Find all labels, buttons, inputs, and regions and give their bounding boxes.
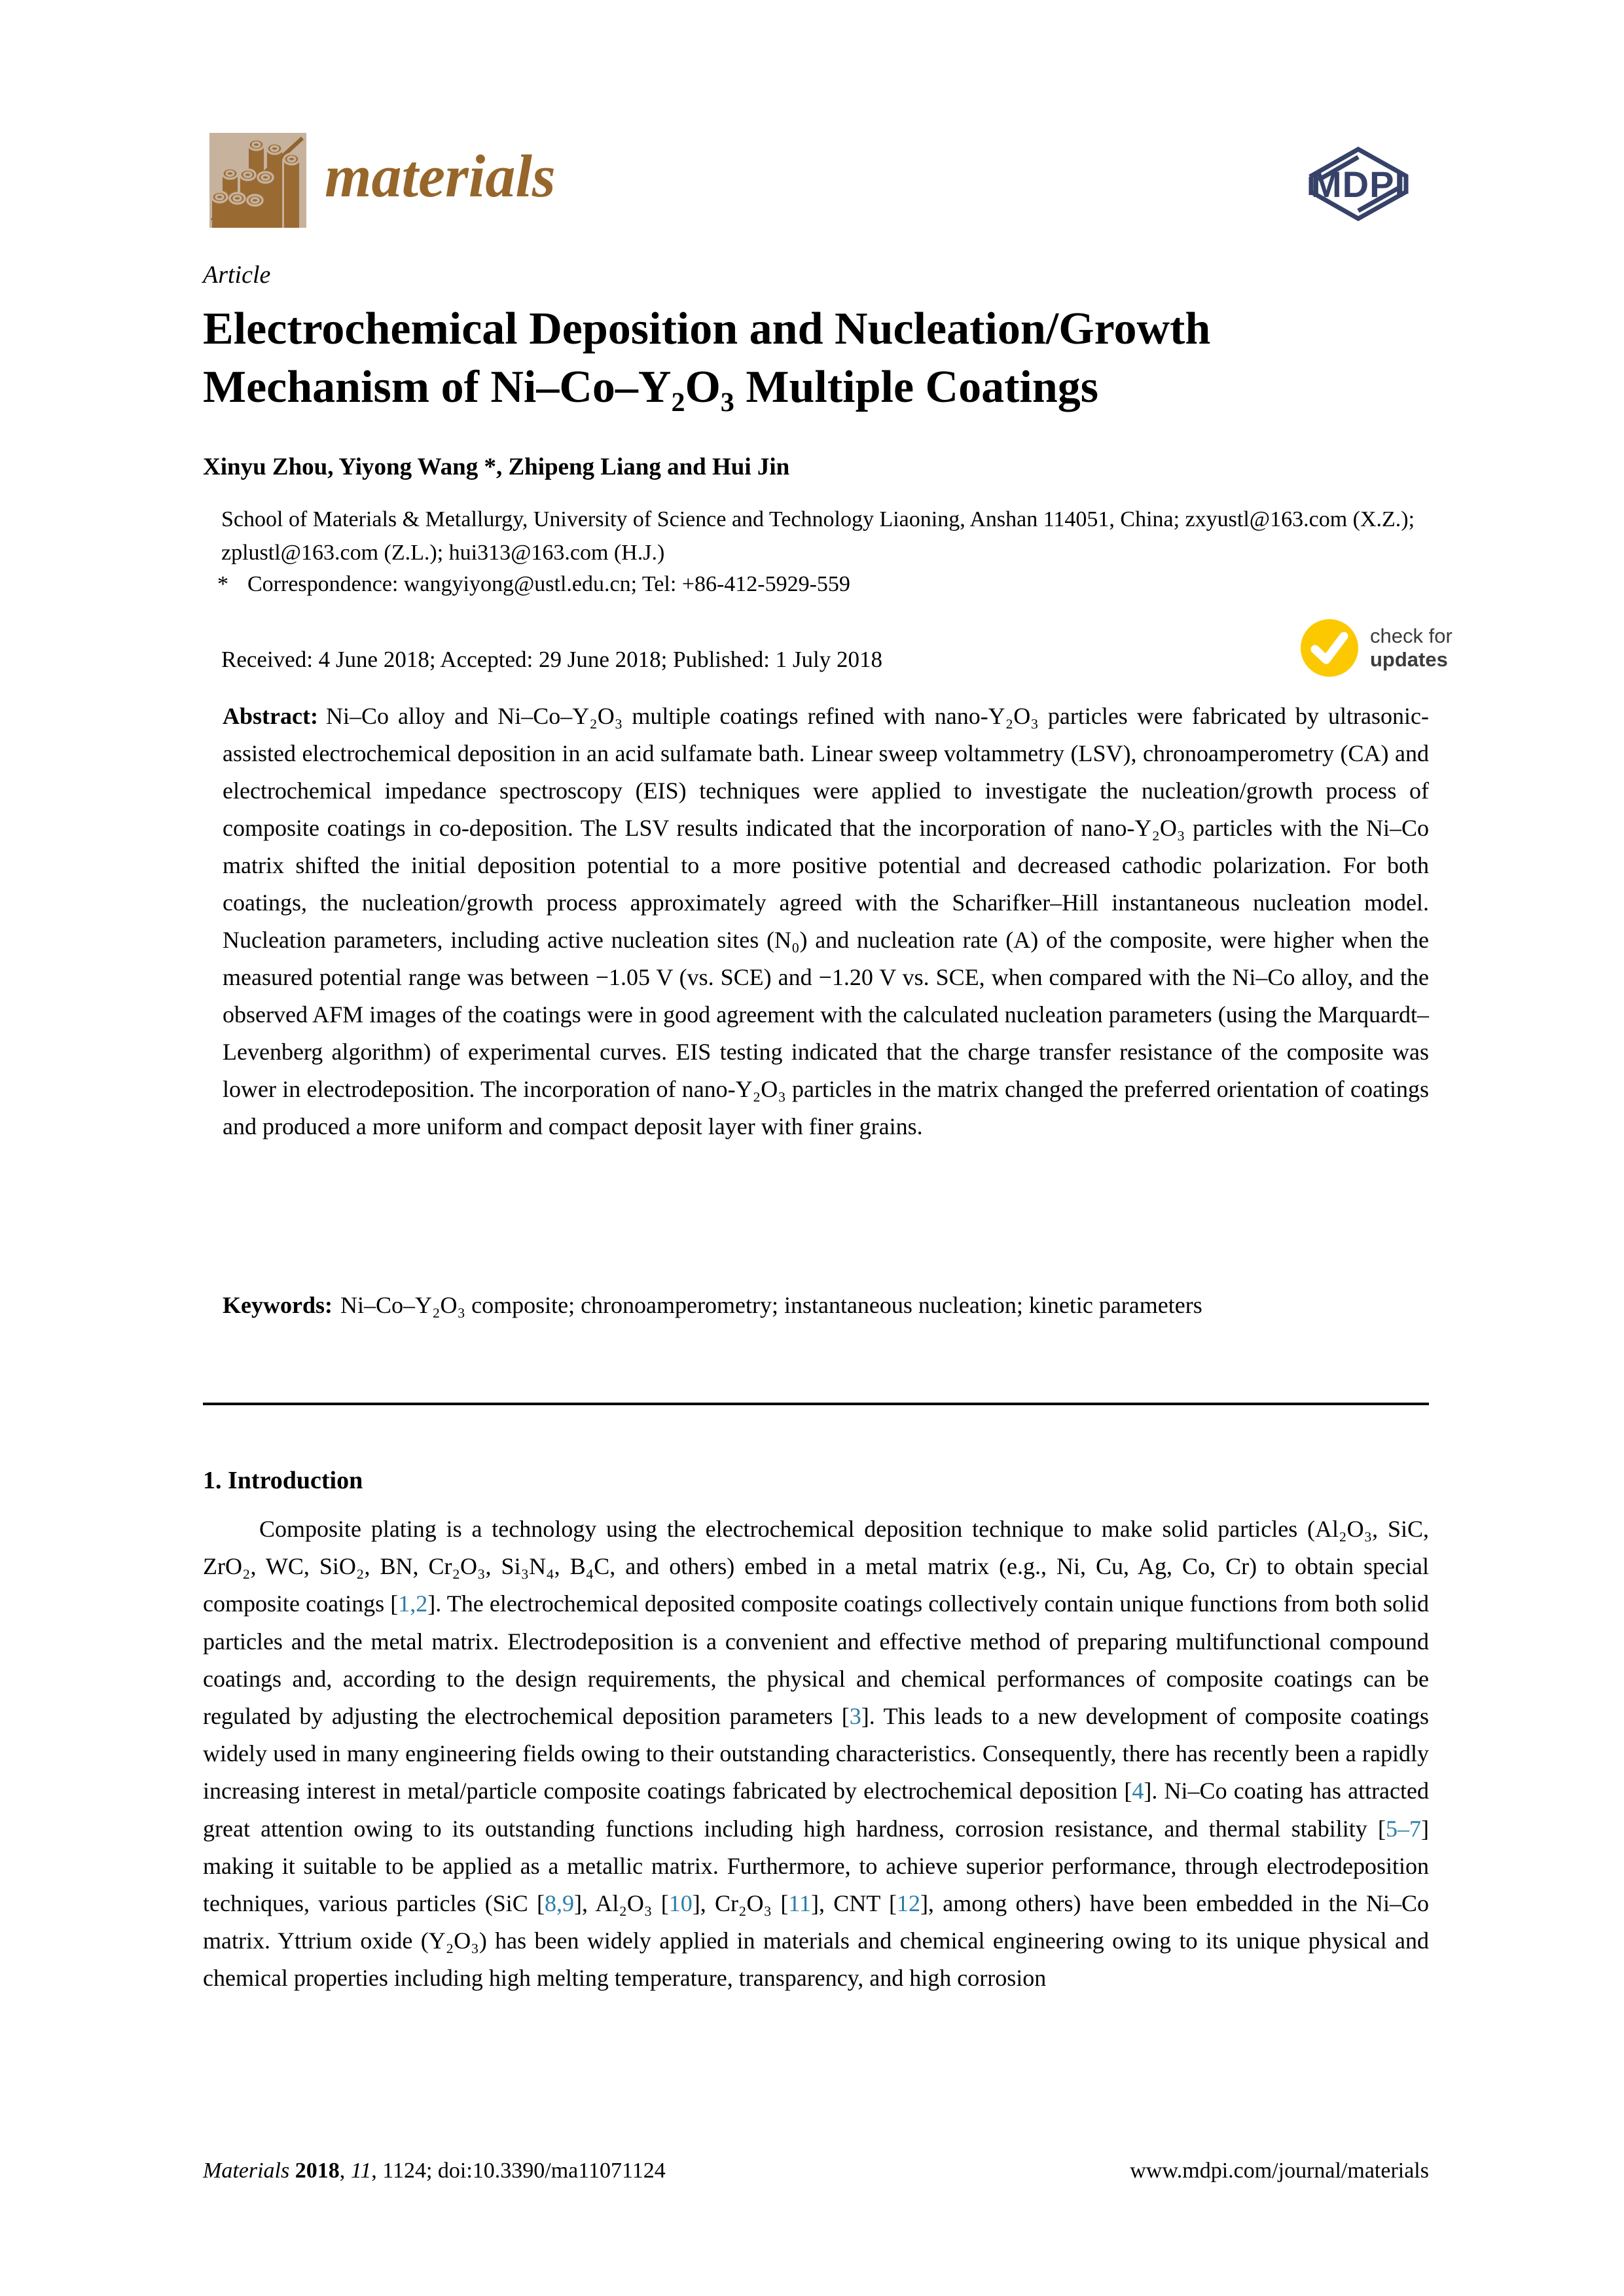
abstract-paragraph (223, 698, 1429, 1145)
text-segment: ], CNT [ (811, 1890, 897, 1917)
text-segment: ], among others) have been embedded in the Ni–Co matrix. Yttrium oxide (Y₂O₃) has been widely applied in materials and chemical engineering owing to its unique physical and chemical properties including high melting temperature, transparency, and high corrosion (203, 1890, 1430, 1992)
text-segment: ]. The electrochemical deposited composite coatings collectively contain unique functions from both solid particles and the metal matrix. Electrodeposition is a convenient and effective method of preparing multifunctional compound coatings and, according to the design requirements, the physical and chemical performances of composite coatings can be regulated by adjusting the electrochemical deposition parameters [ (203, 1590, 1429, 1730)
check-for-updates-badge[interactable] (1299, 618, 1453, 678)
footer-citation (203, 2159, 666, 2183)
text-segment: ]. Ni–Co coating has attracted great attention owing to its outstanding functions including high hardness, corrosion resistance, and thermal stability [ (203, 1778, 1429, 1842)
text-segment: 11 (350, 2159, 372, 2183)
footer-journal-url[interactable]: www.mdpi.com/journal/materials (1130, 2159, 1429, 2183)
mdpi-logo-icon (1298, 143, 1420, 225)
text-segment: ], Cr₂O₃ [ (692, 1890, 789, 1917)
svg-text:MDPI: MDPI (1311, 164, 1405, 205)
dates-line: Received: 4 June 2018; Accepted: 29 June 2018; Published: 1 July 2018 (221, 647, 883, 672)
section-heading-introduction: 1. Introduction (203, 1467, 363, 1494)
citation-link[interactable]: 1,2 (398, 1590, 428, 1617)
crossmark-check-icon (1299, 618, 1360, 678)
abstract-text: Ni–Co alloy and Ni–Co–Y₂O₃ multiple coatings refined with nano-Y₂O₃ particles were fabricated by ultrasonic-assisted electrochemical deposition in an acid sulfamate bath. Linear sweep voltammetry (LSV), chronoamperometry (CA) and electrochemical impedance spectroscopy (EIS) techniques were applied to investigate the nucleation/growth process of composite coatings in co-deposition. The LSV results indicated that the incorporation of nano-Y₂O₃ particles with the Ni–Co matrix shifted the initial deposition potential to a more positive potential and decreased cathodic polarization. For both coatings, the nucleation/growth process approximately agreed with the Scharifker–Hill instantaneous nucleation model. Nucleation parameters, including active nucleation sites (N₀) and nucleation rate (A) of the composite, were higher when the measured potential range was between −1.05 V (vs. SCE) and −1.20 V vs. SCE, when compared with the Ni–Co alloy, and the observed AFM images of the coatings were in good agreement with the calculated nucleation parameters (using the Marquardt–Levenberg algorithm) of experimental curves. EIS testing indicated that the charge transfer resistance of the composite was lower in electrodeposition. The incorporation of nano-Y₂O₃ particles in the matrix changed the preferred orientation of coatings and produced a more uniform and compact deposit layer with finer grains. (223, 703, 1429, 1139)
badge-text-line2: updates (1370, 648, 1448, 671)
materials-logo-icon (209, 133, 306, 228)
text-segment: ] making it suitable to be applied as a metallic matrix. Furthermore, to achieve superior performance, through electrodeposition techniques, various particles (SiC [ (203, 1815, 1429, 1917)
paper-title (203, 300, 1447, 416)
journal-name: materials (325, 143, 556, 209)
text-segment: Materials (203, 2159, 295, 2183)
article-type-label: Article (203, 261, 271, 289)
text-segment: ], Al₂O₃ [ (574, 1890, 669, 1917)
section-divider (203, 1403, 1429, 1405)
paper-title-line1: Electrochemical Deposition and Nucleation/Growth (203, 304, 1211, 354)
page-footer (203, 2159, 1429, 2183)
text-segment: , (339, 2159, 351, 2183)
abstract-label: Abstract: (223, 703, 318, 729)
citation-link[interactable]: 3 (849, 1703, 861, 1730)
introduction-paragraph (203, 1511, 1429, 1998)
citation-link[interactable]: 5–7 (1386, 1815, 1421, 1842)
check-for-updates-label (1370, 624, 1453, 672)
paper-title-line2: Mechanism of Ni–Co–Y₂O₃ Multiple Coatings (203, 362, 1099, 412)
correspondence-marker: * (217, 572, 228, 596)
citation-link[interactable]: 11 (788, 1890, 812, 1917)
journal-header (209, 133, 556, 228)
affiliation: School of Materials & Metallurgy, University of Science and Technology Liaoning, Anshan 114051, China; zxyustl@163.com (X.Z.); zplustl@163.com (Z.L.); hui313@163.com (H.J.) (221, 507, 1415, 565)
badge-text-line1: check for (1370, 624, 1453, 647)
citation-link[interactable]: 12 (896, 1890, 920, 1917)
text-segment: 2018 (295, 2159, 340, 2183)
citation-link[interactable]: 10 (668, 1890, 693, 1917)
citation-link[interactable]: 4 (1132, 1778, 1144, 1804)
authors-line: Xinyu Zhou, Yiyong Wang *, Zhipeng Liang and Hui Jin (203, 454, 790, 480)
correspondence-line (217, 572, 1427, 597)
keywords-label: Keywords: (223, 1292, 333, 1318)
keywords-text: Ni–Co–Y₂O₃ composite; chronoamperometry; instantaneous nucleation; kinetic parameters (340, 1292, 1202, 1318)
text-segment: , 1124; doi:10.3390/ma11071124 (371, 2159, 666, 2183)
keywords-paragraph (223, 1287, 1429, 1324)
citation-link[interactable]: 8,9 (545, 1890, 575, 1917)
correspondence-text: Correspondence: wangyiyong@ustl.edu.cn; Tel: +86-412-5929-559 (247, 572, 850, 596)
text-segment: Composite plating is a technology using the electrochemical deposition technique to make solid particles (Al₂O₃, SiC, ZrO₂, WC, SiO₂, BN, Cr₂O₃, Si₃N₄, B₄C, and others) embed in a metal matrix (e.g., Ni, Cu, Ag, Co, Cr) to obtain special composite coatings [ (203, 1516, 1429, 1617)
text-segment: ]. This leads to a new development of composite coatings widely used in many engineering fields owing to their outstanding characteristics. Consequently, there has recently been a rapidly increasing interest in metal/particle composite coatings fabricated by electrochemical deposition [ (203, 1703, 1429, 1804)
